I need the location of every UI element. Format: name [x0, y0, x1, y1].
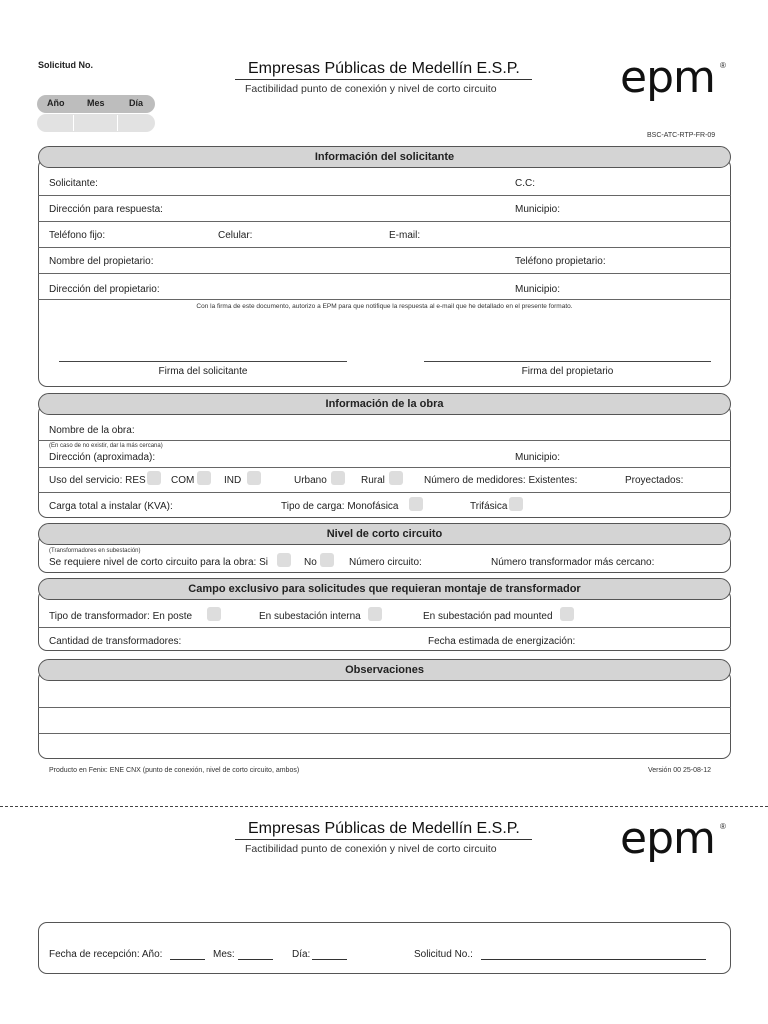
fecha-recepcion-label: Fecha de recepción: Año: [49, 949, 163, 960]
section-solicitante-header: Información del solicitante [38, 146, 731, 168]
epm-logo: epm [620, 52, 715, 103]
section-transformador-header: Campo exclusivo para solicitudes que requieran montaje de transformador [38, 578, 731, 600]
email-label: E-mail: [389, 230, 421, 241]
dia-label: Día: [292, 949, 311, 960]
version-label: Versión 00 25-08-12 [648, 767, 712, 774]
direccion-nota: (En caso de no existir, dar la más cercana) [49, 443, 163, 449]
numero-circuito-label: Número circuito: [349, 557, 422, 568]
cantidad-transformadores-label: Cantidad de transformadores: [49, 636, 182, 647]
divider [38, 467, 731, 468]
dia-field[interactable] [312, 959, 347, 960]
coupon-title-underline [235, 839, 532, 840]
coupon-registered-mark: ® [720, 822, 726, 831]
transformadores-nota: (Transformadores en subestación) [49, 548, 141, 554]
autorizacion-text: Con la firma de este documento, autorizo a EPM para que notifique la respuesta al e-mail que he detallado en el presente formato. [196, 303, 573, 310]
observaciones-line [38, 707, 731, 708]
direccion-obra-label: Dirección (aproximada): [49, 452, 156, 463]
trifasica-checkbox[interactable] [509, 497, 523, 511]
medidores-label: Número de medidores: Existentes: [424, 475, 578, 486]
registered-mark: ® [720, 61, 726, 70]
firma-propietario-label: Firma del propietario [521, 366, 614, 377]
municipio-obra-label: Municipio: [515, 452, 561, 463]
rural-label: Rural [361, 475, 385, 486]
divider [38, 221, 731, 222]
firma-propietario-line [424, 361, 711, 362]
pad-mounted-label: En subestación pad mounted [423, 611, 553, 622]
cc-label: C.C: [515, 178, 535, 189]
uso-servicio-label: Uso del servicio: RES [49, 475, 146, 486]
tipo-transformador-label: Tipo de transformador: En poste [49, 611, 193, 622]
ano-field[interactable] [170, 959, 205, 960]
divider [38, 492, 731, 493]
telefono-fijo-label: Teléfono fijo: [49, 230, 106, 241]
rural-checkbox[interactable] [389, 471, 403, 485]
subestacion-interna-checkbox[interactable] [368, 607, 382, 621]
mes-label: Mes: [213, 949, 235, 960]
date-label-mes: Mes [87, 98, 105, 108]
celular-label: Celular: [218, 230, 253, 241]
res-checkbox[interactable] [147, 471, 161, 485]
coupon-panel [38, 922, 731, 974]
divider [38, 273, 731, 274]
solicitud-no-label: Solicitud No. [38, 60, 93, 70]
no-checkbox[interactable] [320, 553, 334, 567]
coupon-epm-logo: epm [620, 813, 715, 864]
si-checkbox[interactable] [277, 553, 291, 567]
ind-label: IND [224, 475, 242, 486]
date-label-ano: Año [47, 98, 65, 108]
fecha-energizacion-label: Fecha estimada de energización: [428, 636, 576, 647]
section-obra-header: Información de la obra [38, 393, 731, 415]
com-label: COM [171, 475, 195, 486]
carga-total-label: Carga total a instalar (KVA): [49, 501, 173, 512]
telefono-propietario-label: Teléfono propietario: [515, 256, 606, 267]
requiere-label: Se requiere nivel de corto circuito para la obra: Si [49, 557, 269, 568]
page-subtitle: Factibilidad punto de conexión y nivel de corto circuito [245, 83, 497, 95]
proyectados-label: Proyectados: [625, 475, 684, 486]
coupon-subtitle: Factibilidad punto de conexión y nivel de corto circuito [245, 843, 497, 855]
observaciones-panel [38, 670, 731, 759]
subestacion-interna-label: En subestación interna [259, 611, 361, 622]
monofasica-checkbox[interactable] [409, 497, 423, 511]
title-underline [235, 79, 532, 80]
trifasica-label: Trifásica [470, 501, 508, 512]
form-code: BSC-ATC-RTP-FR-09 [647, 132, 716, 139]
tipo-carga-label: Tipo de carga: Monofásica [281, 501, 399, 512]
solicitud-field[interactable] [481, 959, 706, 960]
section-observaciones-header: Observaciones [38, 659, 731, 681]
solicitante-label: Solicitante: [49, 178, 98, 189]
date-pill [37, 95, 155, 133]
mes-field[interactable] [238, 959, 273, 960]
municipio-label: Municipio: [515, 204, 561, 215]
observaciones-line [38, 733, 731, 734]
coupon-solicitud-label: Solicitud No.: [414, 949, 473, 960]
direccion-propietario-label: Dirección del propietario: [49, 284, 160, 295]
divider [38, 247, 731, 248]
pad-mounted-checkbox[interactable] [560, 607, 574, 621]
direccion-respuesta-label: Dirección para respuesta: [49, 204, 163, 215]
urbano-label: Urbano [294, 475, 327, 486]
cut-line [0, 806, 768, 807]
urbano-checkbox[interactable] [331, 471, 345, 485]
nombre-obra-label: Nombre de la obra: [49, 425, 135, 436]
divider [38, 299, 731, 300]
firma-solicitante-line [59, 361, 347, 362]
municipio-propietario-label: Municipio: [515, 284, 561, 295]
en-poste-checkbox[interactable] [207, 607, 221, 621]
numero-transformador-label: Número transformador más cercano: [491, 557, 655, 568]
date-label-dia: Día [129, 98, 144, 108]
page-title: Empresas Públicas de Medellín E.S.P. [248, 60, 520, 77]
nombre-propietario-label: Nombre del propietario: [49, 256, 154, 267]
section-corto-circuito-header: Nivel de corto circuito [38, 523, 731, 545]
firma-solicitante-label: Firma del solicitante [158, 366, 248, 377]
ind-checkbox[interactable] [247, 471, 261, 485]
com-checkbox[interactable] [197, 471, 211, 485]
producto-fenix: Producto en Fenix: ENE CNX (punto de conexión, nivel de corto circuito, ambos) [49, 767, 300, 774]
coupon-title: Empresas Públicas de Medellín E.S.P. [248, 820, 520, 837]
divider [38, 195, 731, 196]
divider [38, 440, 731, 441]
no-label: No [304, 557, 317, 568]
divider [38, 627, 731, 628]
